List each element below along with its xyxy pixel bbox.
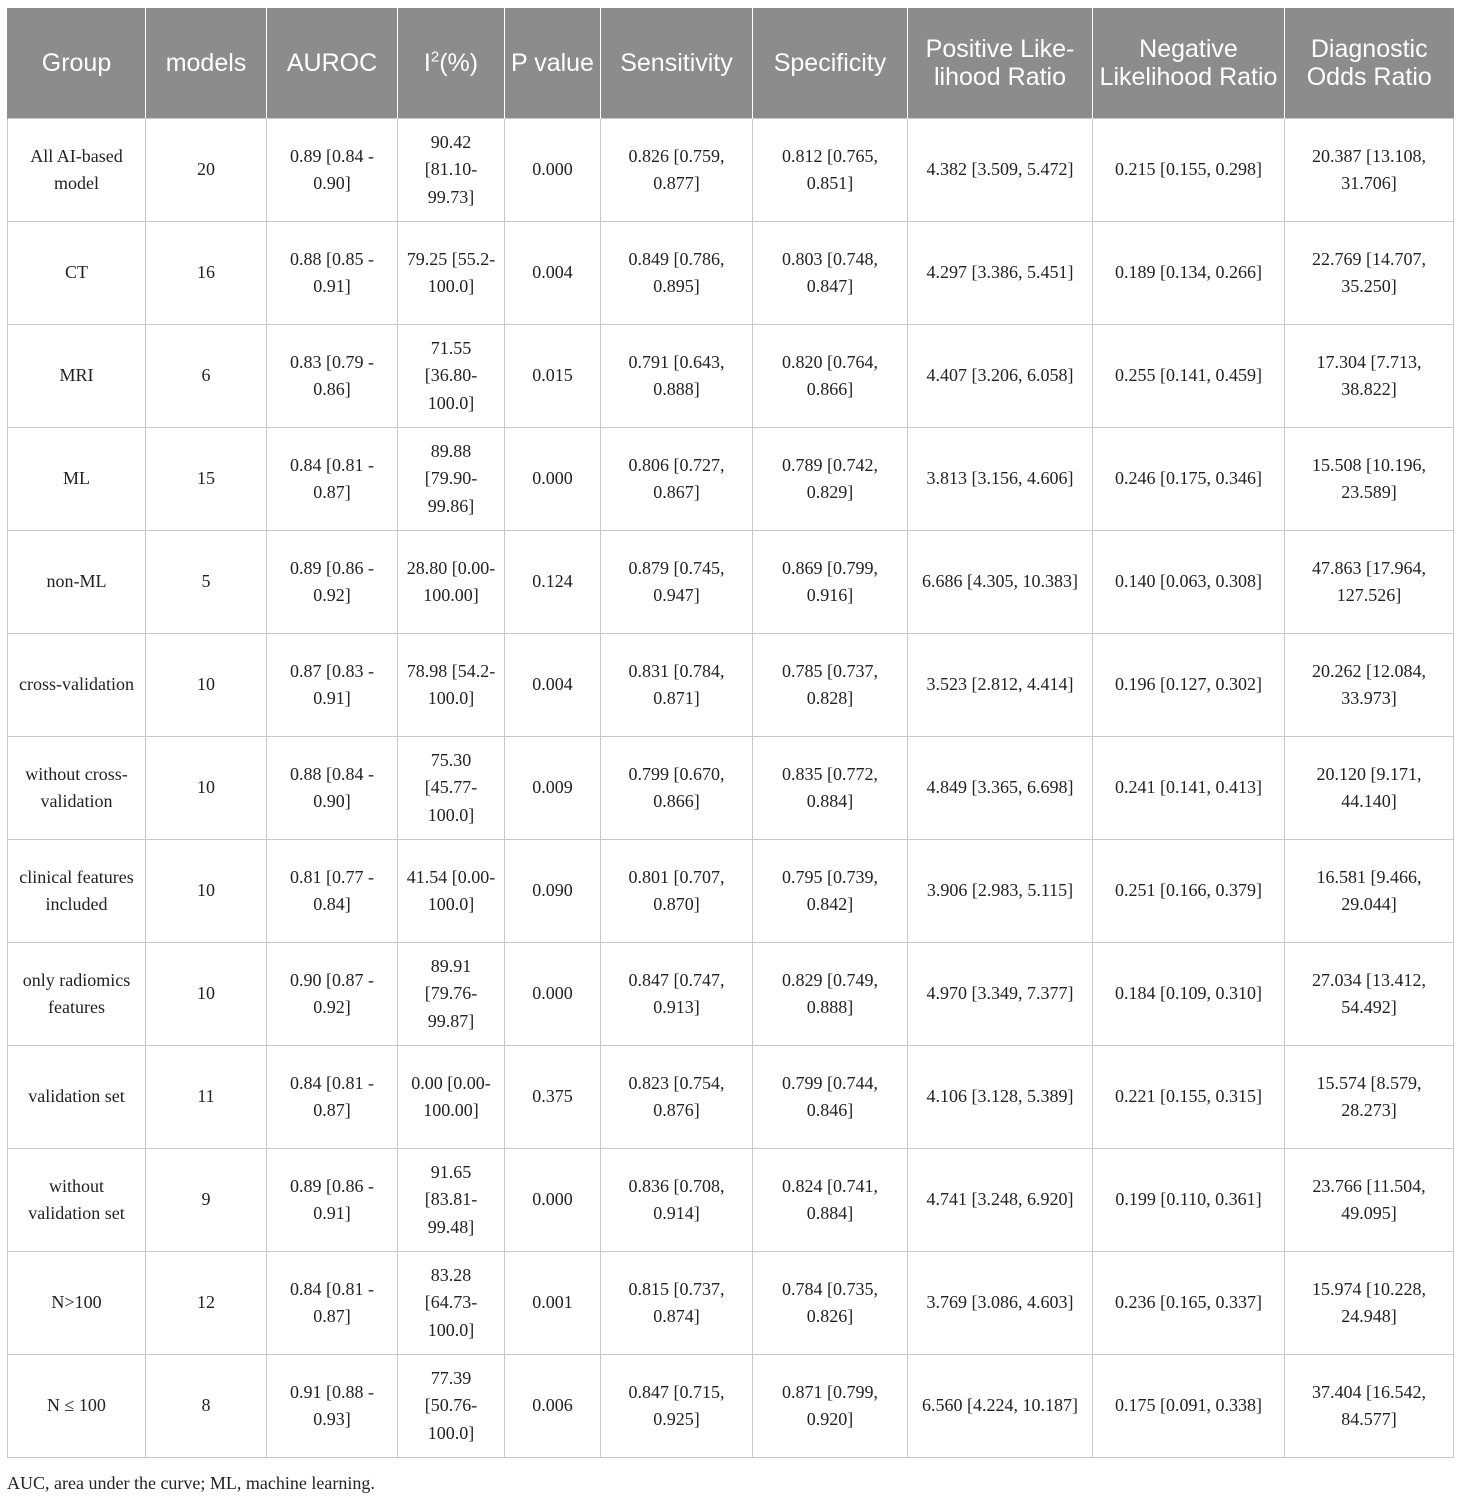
cell-nlr: 0.251 [0.166, 0.379] bbox=[1093, 840, 1285, 943]
cell-nlr: 0.199 [0.110, 0.361] bbox=[1093, 1149, 1285, 1252]
cell-models: 10 bbox=[146, 634, 267, 737]
cell-sensitivity: 0.879 [0.745, 0.947] bbox=[601, 531, 753, 634]
cell-auroc: 0.81 [0.77 - 0.84] bbox=[267, 840, 398, 943]
cell-plr: 4.297 [3.386, 5.451] bbox=[908, 222, 1093, 325]
cell-p-value: 0.000 bbox=[505, 428, 601, 531]
cell-nlr: 0.196 [0.127, 0.302] bbox=[1093, 634, 1285, 737]
cell-dor: 20.120 [9.171, 44.140] bbox=[1285, 737, 1454, 840]
cell-dor: 16.581 [9.466, 29.044] bbox=[1285, 840, 1454, 943]
cell-specificity: 0.829 [0.749, 0.888] bbox=[753, 943, 908, 1046]
table-row bbox=[8, 222, 1454, 325]
cell-dor: 20.387 [13.108, 31.706] bbox=[1285, 119, 1454, 222]
cell-auroc: 0.89 [0.84 - 0.90] bbox=[267, 119, 398, 222]
cell-group: clinical features included bbox=[8, 840, 146, 943]
cell-nlr: 0.221 [0.155, 0.315] bbox=[1093, 1046, 1285, 1149]
cell-i2: 89.88 [79.90-99.86] bbox=[398, 428, 505, 531]
cell-nlr: 0.184 [0.109, 0.310] bbox=[1093, 943, 1285, 1046]
cell-auroc: 0.88 [0.84 - 0.90] bbox=[267, 737, 398, 840]
table-body bbox=[8, 119, 1454, 1458]
cell-plr: 3.769 [3.086, 4.603] bbox=[908, 1252, 1093, 1355]
cell-dor: 20.262 [12.084, 33.973] bbox=[1285, 634, 1454, 737]
table-row bbox=[8, 119, 1454, 222]
cell-group: without validation set bbox=[8, 1149, 146, 1252]
cell-specificity: 0.799 [0.744, 0.846] bbox=[753, 1046, 908, 1149]
table-row bbox=[8, 737, 1454, 840]
cell-plr: 4.382 [3.509, 5.472] bbox=[908, 119, 1093, 222]
cell-i2: 83.28 [64.73-100.0] bbox=[398, 1252, 505, 1355]
header-p-value: P value bbox=[505, 8, 601, 119]
table-row bbox=[8, 531, 1454, 634]
results-table-container bbox=[7, 8, 1453, 1458]
cell-specificity: 0.784 [0.735, 0.826] bbox=[753, 1252, 908, 1355]
cell-plr: 6.686 [4.305, 10.383] bbox=[908, 531, 1093, 634]
cell-specificity: 0.803 [0.748, 0.847] bbox=[753, 222, 908, 325]
cell-plr: 6.560 [4.224, 10.187] bbox=[908, 1355, 1093, 1458]
header-i2 bbox=[398, 8, 505, 119]
cell-sensitivity: 0.836 [0.708, 0.914] bbox=[601, 1149, 753, 1252]
cell-nlr: 0.189 [0.134, 0.266] bbox=[1093, 222, 1285, 325]
cell-auroc: 0.84 [0.81 - 0.87] bbox=[267, 1046, 398, 1149]
cell-sensitivity: 0.831 [0.784, 0.871] bbox=[601, 634, 753, 737]
cell-group: ML bbox=[8, 428, 146, 531]
header-positive-likelihood-ratio: Positive Like-lihood Ratio bbox=[908, 8, 1093, 119]
header-i2-base: I bbox=[423, 49, 431, 77]
table-row bbox=[8, 1149, 1454, 1252]
cell-plr: 3.813 [3.156, 4.606] bbox=[908, 428, 1093, 531]
cell-dor: 23.766 [11.504, 49.095] bbox=[1285, 1149, 1454, 1252]
cell-specificity: 0.824 [0.741, 0.884] bbox=[753, 1149, 908, 1252]
header-i2-superscript: 2 bbox=[430, 48, 440, 66]
cell-i2: 78.98 [54.2-100.0] bbox=[398, 634, 505, 737]
header-diagnostic-odds-ratio: Diagnostic Odds Ratio bbox=[1285, 8, 1454, 119]
cell-plr: 3.906 [2.983, 5.115] bbox=[908, 840, 1093, 943]
table-row bbox=[8, 428, 1454, 531]
cell-i2: 41.54 [0.00-100.0] bbox=[398, 840, 505, 943]
cell-sensitivity: 0.823 [0.754, 0.876] bbox=[601, 1046, 753, 1149]
cell-dor: 17.304 [7.713, 38.822] bbox=[1285, 325, 1454, 428]
cell-models: 11 bbox=[146, 1046, 267, 1149]
cell-i2: 79.25 [55.2-100.0] bbox=[398, 222, 505, 325]
cell-specificity: 0.820 [0.764, 0.866] bbox=[753, 325, 908, 428]
cell-p-value: 0.090 bbox=[505, 840, 601, 943]
cell-specificity: 0.871 [0.799, 0.920] bbox=[753, 1355, 908, 1458]
cell-models: 12 bbox=[146, 1252, 267, 1355]
subgroup-analysis-table bbox=[7, 8, 1454, 1458]
cell-sensitivity: 0.791 [0.643, 0.888] bbox=[601, 325, 753, 428]
cell-group: CT bbox=[8, 222, 146, 325]
cell-specificity: 0.789 [0.742, 0.829] bbox=[753, 428, 908, 531]
cell-nlr: 0.246 [0.175, 0.346] bbox=[1093, 428, 1285, 531]
cell-models: 8 bbox=[146, 1355, 267, 1458]
table-row bbox=[8, 1046, 1454, 1149]
cell-p-value: 0.015 bbox=[505, 325, 601, 428]
cell-sensitivity: 0.815 [0.737, 0.874] bbox=[601, 1252, 753, 1355]
cell-p-value: 0.124 bbox=[505, 531, 601, 634]
cell-models: 9 bbox=[146, 1149, 267, 1252]
cell-p-value: 0.004 bbox=[505, 222, 601, 325]
header-sensitivity: Sensitivity bbox=[601, 8, 753, 119]
table-row bbox=[8, 840, 1454, 943]
cell-specificity: 0.812 [0.765, 0.851] bbox=[753, 119, 908, 222]
cell-dor: 22.769 [14.707, 35.250] bbox=[1285, 222, 1454, 325]
cell-group: non-ML bbox=[8, 531, 146, 634]
cell-i2: 0.00 [0.00-100.00] bbox=[398, 1046, 505, 1149]
cell-dor: 15.508 [10.196, 23.589] bbox=[1285, 428, 1454, 531]
cell-i2: 90.42 [81.10-99.73] bbox=[398, 119, 505, 222]
cell-sensitivity: 0.847 [0.715, 0.925] bbox=[601, 1355, 753, 1458]
cell-specificity: 0.869 [0.799, 0.916] bbox=[753, 531, 908, 634]
cell-nlr: 0.236 [0.165, 0.337] bbox=[1093, 1252, 1285, 1355]
cell-group: MRI bbox=[8, 325, 146, 428]
cell-group: only radiomics features bbox=[8, 943, 146, 1046]
cell-sensitivity: 0.847 [0.747, 0.913] bbox=[601, 943, 753, 1046]
cell-nlr: 0.215 [0.155, 0.298] bbox=[1093, 119, 1285, 222]
cell-dor: 47.863 [17.964, 127.526] bbox=[1285, 531, 1454, 634]
cell-specificity: 0.835 [0.772, 0.884] bbox=[753, 737, 908, 840]
cell-p-value: 0.006 bbox=[505, 1355, 601, 1458]
cell-models: 5 bbox=[146, 531, 267, 634]
cell-specificity: 0.785 [0.737, 0.828] bbox=[753, 634, 908, 737]
cell-models: 10 bbox=[146, 943, 267, 1046]
table-row bbox=[8, 1355, 1454, 1458]
cell-plr: 4.741 [3.248, 6.920] bbox=[908, 1149, 1093, 1252]
cell-dor: 37.404 [16.542, 84.577] bbox=[1285, 1355, 1454, 1458]
cell-dor: 15.974 [10.228, 24.948] bbox=[1285, 1252, 1454, 1355]
cell-models: 20 bbox=[146, 119, 267, 222]
cell-sensitivity: 0.849 [0.786, 0.895] bbox=[601, 222, 753, 325]
table-footnote: AUC, area under the curve; ML, machine learning. bbox=[7, 1473, 375, 1493]
cell-i2: 75.30 [45.77-100.0] bbox=[398, 737, 505, 840]
cell-nlr: 0.140 [0.063, 0.308] bbox=[1093, 531, 1285, 634]
table-row bbox=[8, 634, 1454, 737]
cell-p-value: 0.375 bbox=[505, 1046, 601, 1149]
cell-p-value: 0.000 bbox=[505, 119, 601, 222]
cell-group: All AI-based model bbox=[8, 119, 146, 222]
cell-auroc: 0.87 [0.83 - 0.91] bbox=[267, 634, 398, 737]
header-auroc: AUROC bbox=[267, 8, 398, 119]
cell-i2: 71.55 [36.80-100.0] bbox=[398, 325, 505, 428]
header-models: models bbox=[146, 8, 267, 119]
header-negative-likelihood-ratio: Negative Likelihood Ratio bbox=[1093, 8, 1285, 119]
table-row bbox=[8, 325, 1454, 428]
header-specificity: Specificity bbox=[753, 8, 908, 119]
cell-plr: 4.106 [3.128, 5.389] bbox=[908, 1046, 1093, 1149]
cell-group: N>100 bbox=[8, 1252, 146, 1355]
cell-models: 16 bbox=[146, 222, 267, 325]
table-row bbox=[8, 943, 1454, 1046]
cell-group: cross-validation bbox=[8, 634, 146, 737]
cell-p-value: 0.009 bbox=[505, 737, 601, 840]
cell-plr: 4.970 [3.349, 7.377] bbox=[908, 943, 1093, 1046]
cell-specificity: 0.795 [0.739, 0.842] bbox=[753, 840, 908, 943]
cell-nlr: 0.255 [0.141, 0.459] bbox=[1093, 325, 1285, 428]
cell-sensitivity: 0.799 [0.670, 0.866] bbox=[601, 737, 753, 840]
cell-group: without cross-validation bbox=[8, 737, 146, 840]
cell-group: validation set bbox=[8, 1046, 146, 1149]
cell-auroc: 0.84 [0.81 - 0.87] bbox=[267, 428, 398, 531]
cell-i2: 89.91 [79.76-99.87] bbox=[398, 943, 505, 1046]
cell-i2: 77.39 [50.76-100.0] bbox=[398, 1355, 505, 1458]
cell-sensitivity: 0.801 [0.707, 0.870] bbox=[601, 840, 753, 943]
cell-models: 6 bbox=[146, 325, 267, 428]
cell-p-value: 0.004 bbox=[505, 634, 601, 737]
cell-models: 10 bbox=[146, 737, 267, 840]
cell-i2: 91.65 [83.81-99.48] bbox=[398, 1149, 505, 1252]
header-group: Group bbox=[8, 8, 146, 119]
table-row bbox=[8, 1252, 1454, 1355]
cell-dor: 15.574 [8.579, 28.273] bbox=[1285, 1046, 1454, 1149]
cell-models: 10 bbox=[146, 840, 267, 943]
cell-auroc: 0.83 [0.79 - 0.86] bbox=[267, 325, 398, 428]
cell-plr: 4.407 [3.206, 6.058] bbox=[908, 325, 1093, 428]
cell-auroc: 0.88 [0.85 - 0.91] bbox=[267, 222, 398, 325]
cell-sensitivity: 0.826 [0.759, 0.877] bbox=[601, 119, 753, 222]
cell-i2: 28.80 [0.00-100.00] bbox=[398, 531, 505, 634]
cell-p-value: 0.000 bbox=[505, 943, 601, 1046]
cell-models: 15 bbox=[146, 428, 267, 531]
header-row bbox=[8, 8, 1454, 119]
cell-nlr: 0.175 [0.091, 0.338] bbox=[1093, 1355, 1285, 1458]
cell-auroc: 0.84 [0.81 - 0.87] bbox=[267, 1252, 398, 1355]
cell-plr: 4.849 [3.365, 6.698] bbox=[908, 737, 1093, 840]
cell-auroc: 0.89 [0.86 - 0.92] bbox=[267, 531, 398, 634]
cell-plr: 3.523 [2.812, 4.414] bbox=[908, 634, 1093, 737]
cell-p-value: 0.000 bbox=[505, 1149, 601, 1252]
cell-nlr: 0.241 [0.141, 0.413] bbox=[1093, 737, 1285, 840]
cell-auroc: 0.91 [0.88 - 0.93] bbox=[267, 1355, 398, 1458]
cell-p-value: 0.001 bbox=[505, 1252, 601, 1355]
cell-group: N ≤ 100 bbox=[8, 1355, 146, 1458]
cell-sensitivity: 0.806 [0.727, 0.867] bbox=[601, 428, 753, 531]
cell-auroc: 0.90 [0.87 - 0.92] bbox=[267, 943, 398, 1046]
cell-auroc: 0.89 [0.86 - 0.91] bbox=[267, 1149, 398, 1252]
cell-dor: 27.034 [13.412, 54.492] bbox=[1285, 943, 1454, 1046]
header-i2-unit: (%) bbox=[439, 49, 479, 77]
